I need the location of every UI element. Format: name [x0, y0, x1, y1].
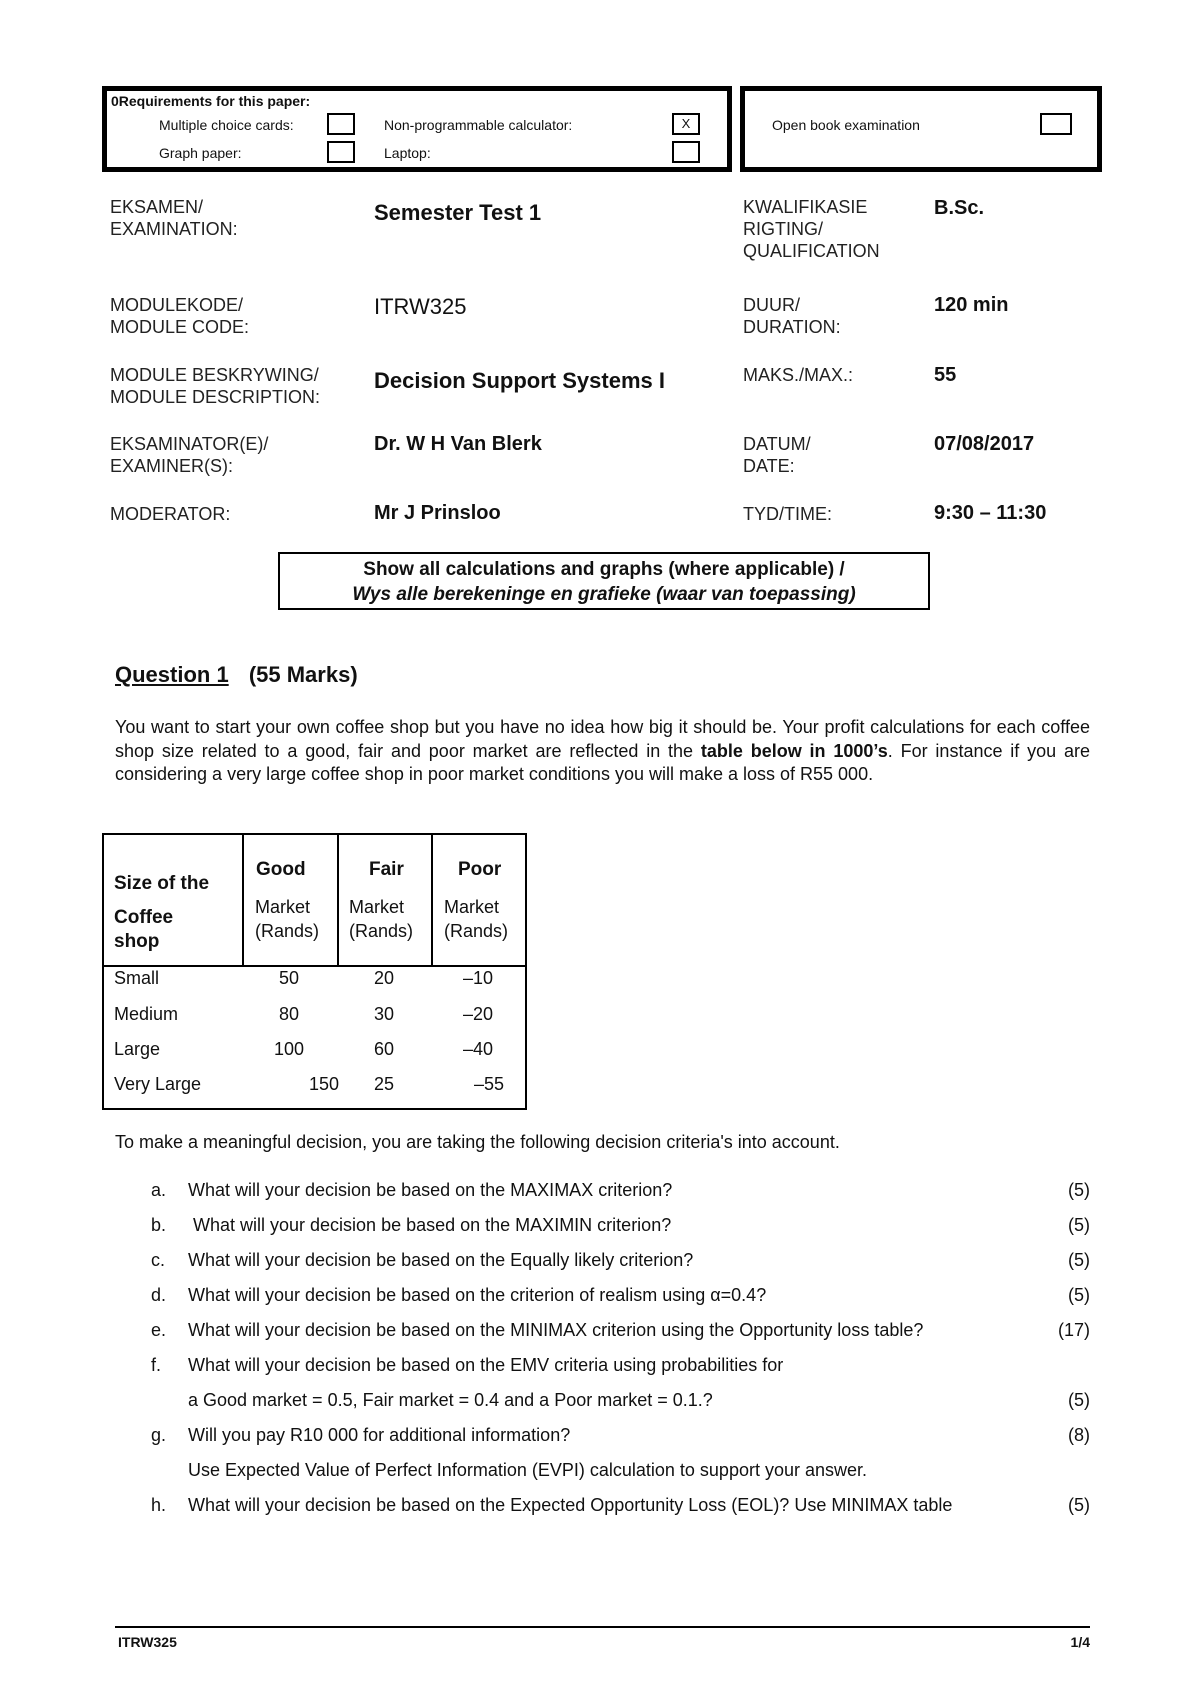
table-divider: [337, 835, 339, 965]
item-marks: (5): [1068, 1390, 1090, 1410]
exam-label-line1: EKSAMEN/: [110, 197, 204, 217]
question-item-d: [0, 1285, 1200, 1315]
intro-part1: You want to start your own coffee shop but you have no idea how big it should be. Your profit calculations for each coffee shop size related to a good, fair and poor market are reflected in the: [115, 717, 1090, 761]
graph-paper-label: Graph paper:: [159, 145, 242, 161]
moderator-value: Mr J Prinsloo: [374, 502, 501, 524]
time-value: 9:30 – 11:30: [934, 502, 1047, 524]
examiner-value: Dr. W H Van Blerk: [374, 433, 542, 455]
question-marks: (55 Marks): [248, 662, 358, 687]
requirements-box: [102, 86, 732, 172]
row-large-poor: –40: [463, 1039, 494, 1059]
max-label: MAKS./MAX.:: [743, 365, 854, 385]
row-verylarge-size: Very Large: [114, 1074, 202, 1094]
header-fair-sub: [349, 895, 413, 943]
row-verylarge-good: 150: [309, 1074, 340, 1094]
header-size-line3: shop: [114, 931, 160, 952]
sub-market: Market: [444, 897, 500, 917]
item-text: What will your decision be based on the MINIMAX criterion using the Opportunity loss table?: [188, 1320, 924, 1340]
module-description-label: [110, 364, 320, 408]
question-item-b: [0, 1215, 1200, 1245]
question-item-g-cont: [0, 1460, 1200, 1490]
row-medium-good: 80: [279, 1004, 300, 1024]
item-text: a Good market = 0.5, Fair market = 0.4 and a Poor market = 0.1.?: [188, 1390, 713, 1410]
date-label-line2: DATE:: [743, 456, 795, 476]
row-small-good: 50: [279, 968, 300, 988]
question-item-g: [0, 1425, 1200, 1455]
header-size-line1: Size of the: [114, 873, 210, 894]
item-text: What will your decision be based on the Expected Opportunity Loss (EOL)? Use MINIMAX table: [188, 1495, 953, 1515]
examiner-label-line2: EXAMINER(S):: [110, 456, 234, 476]
item-text: What will your decision be based on the Equally likely criterion?: [188, 1250, 694, 1270]
criteria-intro: To make a meaningful decision, you are taking the following decision criteria's into account.: [115, 1132, 840, 1152]
question-intro: [115, 716, 1090, 787]
row-verylarge-fair: 25: [374, 1074, 395, 1094]
item-text: Use Expected Value of Perfect Information (EVPI) calculation to support your answer.: [188, 1460, 868, 1480]
item-letter: h.: [151, 1495, 167, 1515]
row-medium-size: Medium: [114, 1004, 179, 1024]
module-description-value: Decision Support Systems I: [374, 368, 665, 393]
item-marks: (5): [1068, 1495, 1090, 1515]
table-header-divider: [104, 965, 525, 967]
payoff-table: [102, 833, 527, 1110]
calculator-label: Non-programmable calculator:: [384, 117, 573, 133]
item-marks: (5): [1068, 1285, 1090, 1305]
header-fair: Fair: [369, 859, 404, 880]
exam-label: [110, 196, 238, 240]
instruction-box: [278, 552, 930, 610]
qualification-value: B.Sc.: [934, 197, 985, 219]
multiple-choice-label: Multiple choice cards:: [159, 117, 294, 133]
table-divider: [431, 835, 433, 965]
sub-rands: (Rands): [444, 921, 509, 941]
item-text: What will your decision be based on the MAXIMIN criterion?: [188, 1215, 672, 1235]
item-letter: a.: [151, 1180, 167, 1200]
item-text: What will your decision be based on the criterion of realism using α=0.4?: [188, 1285, 767, 1305]
question-item-f-cont: [0, 1390, 1200, 1420]
question-item-a: [0, 1180, 1200, 1210]
qual-label-line3: QUALIFICATION: [743, 241, 880, 261]
date-value: 07/08/2017: [934, 433, 1035, 455]
footer-module-code: ITRW325: [118, 1634, 177, 1650]
laptop-checkbox[interactable]: [672, 141, 700, 163]
module-code-value: ITRW325: [374, 294, 467, 319]
header-poor: Poor: [458, 859, 502, 880]
duration-value: 120 min: [934, 294, 1009, 316]
item-marks: (5): [1068, 1250, 1090, 1270]
desc-label-line1: MODULE BESKRYWING/: [110, 365, 319, 385]
header-poor-sub: [444, 895, 508, 943]
qual-label-line1: KWALIFIKASIE: [743, 197, 868, 217]
graph-paper-checkbox[interactable]: [327, 141, 355, 163]
date-label: [743, 433, 811, 477]
row-large-good: 100: [274, 1039, 305, 1059]
item-marks: (5): [1068, 1180, 1090, 1200]
instruction-line1: Show all calculations and graphs (where applicable) /: [363, 559, 845, 580]
qualification-label: [743, 196, 880, 262]
sub-rands: (Rands): [349, 921, 414, 941]
duration-label: [743, 294, 841, 338]
examiner-label-line1: EKSAMINATOR(E)/: [110, 434, 269, 454]
table-divider: [242, 835, 244, 965]
examiner-label: [110, 433, 268, 477]
question-item-f: [0, 1355, 1200, 1385]
item-letter: c.: [151, 1250, 166, 1270]
multiple-choice-checkbox[interactable]: [327, 113, 355, 135]
qual-label-line2: RIGTING/: [743, 219, 823, 239]
item-letter: f.: [151, 1355, 162, 1375]
item-letter: b.: [151, 1215, 167, 1235]
row-large-fair: 60: [374, 1039, 395, 1059]
header-good-sub: [255, 895, 319, 943]
row-small-fair: 20: [374, 968, 395, 988]
code-label-line1: MODULEKODE/: [110, 295, 244, 315]
sub-rands: (Rands): [255, 921, 320, 941]
item-marks: (5): [1068, 1215, 1090, 1235]
header-size-line2: Coffee: [114, 907, 174, 928]
instruction-line2: Wys alle berekeninge en grafieke (waar van toepassing): [352, 584, 856, 605]
date-label-line1: DATUM/: [743, 434, 811, 454]
open-book-checkbox[interactable]: [1040, 113, 1072, 135]
requirements-title: 0Requirements for this paper:: [111, 93, 311, 109]
duration-label-line1: DUUR/: [743, 295, 800, 315]
row-small-size: Small: [114, 968, 160, 988]
open-book-label: Open book examination: [772, 117, 920, 133]
row-small-poor: –10: [463, 968, 494, 988]
item-letter: e.: [151, 1320, 167, 1340]
footer-divider: [115, 1626, 1090, 1628]
max-value: 55: [934, 364, 957, 386]
item-marks: (8): [1068, 1425, 1090, 1445]
moderator-label: MODERATOR:: [110, 504, 231, 524]
item-marks: (17): [1057, 1320, 1090, 1340]
open-book-box: [740, 86, 1102, 172]
question-number: Question 1: [115, 662, 229, 687]
question-item-e: [0, 1320, 1200, 1350]
intro-bold: table below in 1000’s: [700, 740, 888, 761]
intro-part2: . For instance if you are considering a very large coffee shop in poor market conditions you will make a loss of R55 000.: [115, 740, 1090, 784]
item-text: What will your decision be based on the EMV criteria using probabilities for: [188, 1355, 784, 1375]
item-text: What will your decision be based on the MAXIMAX criterion?: [188, 1180, 673, 1200]
row-verylarge-poor: –55: [474, 1074, 505, 1094]
exam-value: Semester Test 1: [374, 200, 542, 225]
item-letter: g.: [151, 1425, 167, 1445]
calculator-checkbox[interactable]: X: [672, 113, 700, 135]
duration-label-line2: DURATION:: [743, 317, 841, 337]
desc-label-line2: MODULE DESCRIPTION:: [110, 387, 321, 407]
sub-market: Market: [255, 897, 311, 917]
row-medium-poor: –20: [463, 1004, 494, 1024]
row-medium-fair: 30: [374, 1004, 395, 1024]
time-label: TYD/TIME:: [743, 504, 832, 524]
item-letter: d.: [151, 1285, 167, 1305]
row-large-size: Large: [114, 1039, 161, 1059]
sub-market: Market: [349, 897, 405, 917]
question-item-c: [0, 1250, 1200, 1280]
item-text: Will you pay R10 000 for additional information?: [188, 1425, 571, 1445]
laptop-label: Laptop:: [384, 145, 431, 161]
exam-label-line2: EXAMINATION:: [110, 219, 238, 239]
module-code-label: [110, 294, 249, 338]
question-item-h: [0, 1495, 1200, 1525]
code-label-line2: MODULE CODE:: [110, 317, 250, 337]
question-title: [115, 662, 358, 688]
header-good: Good: [256, 859, 306, 880]
footer-page-number: 1/4: [1070, 1634, 1090, 1650]
